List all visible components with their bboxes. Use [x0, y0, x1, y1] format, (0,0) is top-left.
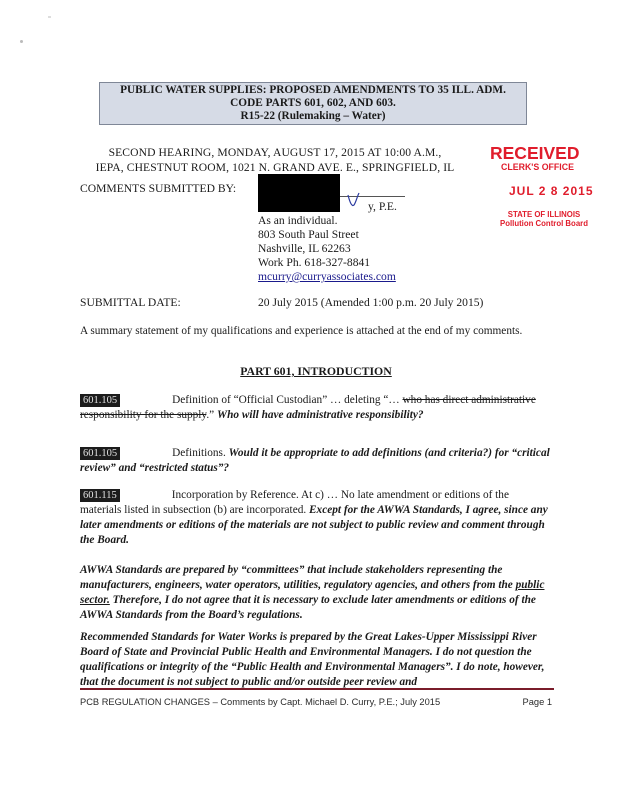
page-number: Page 1 — [522, 697, 552, 707]
hearing-info — [60, 145, 490, 175]
struck-text: who has direct administrative responsibility for the supply — [80, 394, 536, 421]
signer-suffix: y, P.E. — [368, 200, 397, 213]
awwa-text-1: AWWA Standards are prepared by “committees” that include stakeholders representing the manufacturers, engineers, water operators, utilities, regulatory agencies, and others from the — [80, 564, 513, 591]
section-number: 601.105 — [80, 447, 120, 460]
state-stamp-line-2: Pollution Control Board — [500, 219, 588, 228]
clerks-office-stamp: CLERK'S OFFICE — [501, 162, 574, 172]
section-text: Definition of “Official Custodian” … deleting “… — [172, 394, 400, 406]
scan-speck — [20, 40, 23, 43]
stamp-date: JUL 2 8 2015 — [509, 184, 594, 198]
submittal-value: 20 July 2015 (Amended 1:00 p.m. 20 July 2015) — [258, 296, 484, 309]
awwa-text-2: Therefore, I do not agree that it is necessary to exclude later amendments or editions of the AWWA Standards from the Board’s regulations. — [80, 594, 536, 621]
hearing-line-1: SECOND HEARING, MONDAY, AUGUST 17, 2015 AT 10:00 A.M., — [108, 146, 442, 159]
address-city: Nashville, IL 62263 — [258, 242, 351, 255]
title-line-2: CODE PARTS 601, 602, AND 603. — [230, 97, 396, 109]
section-paragraph — [80, 393, 552, 423]
title-line-3: R15-22 (Rulemaking – Water) — [240, 110, 386, 122]
section-text-end: .” — [206, 409, 215, 421]
section-text: Incorporation by Reference. At c) … No late amendment or editions of the materials listed in subsection (b) are incorporated. — [80, 489, 509, 516]
section-text: Definitions. — [172, 447, 226, 459]
section-question: Would it be appropriate to add definitions (and criteria?) for “critical review” and “restricted status”? — [80, 447, 550, 474]
section-question: Who will have administrative responsibility? — [217, 409, 424, 421]
state-stamp — [494, 210, 594, 228]
address-street: 803 South Paul Street — [258, 228, 359, 241]
scan-speck — [48, 16, 51, 18]
awwa-underlined: public sector. — [80, 579, 545, 606]
hearing-line-2: IEPA, CHESTNUT ROOM, 1021 N. GRAND AVE. E., SPRINGFIELD, IL — [95, 161, 455, 174]
submittal-label: SUBMITTAL DATE: — [80, 296, 181, 309]
title-line-1: PUBLIC WATER SUPPLIES: PROPOSED AMENDMENTS TO 35 ILL. ADM. — [120, 84, 506, 96]
redaction-block — [258, 174, 340, 212]
section-number: 601.115 — [80, 489, 120, 502]
work-phone: Work Ph. 618-327-8841 — [258, 256, 371, 269]
footer-rule — [80, 688, 554, 690]
footer — [80, 697, 552, 707]
title-box — [99, 82, 527, 125]
state-stamp-line-1: STATE OF ILLINOIS — [507, 210, 581, 219]
summary-paragraph: A summary statement of my qualifications and experience is attached at the end of my comments. — [80, 325, 523, 337]
email-link[interactable]: mcurry@curryassociates.com — [258, 270, 396, 283]
received-stamp: RECEIVED — [490, 143, 580, 163]
awwa-paragraph — [80, 563, 552, 623]
section-number: 601.105 — [80, 394, 120, 407]
section-paragraph — [80, 488, 552, 548]
part-heading: PART 601, INTRODUCTION — [240, 364, 392, 378]
recommended-paragraph: Recommended Standards for Water Works is prepared by the Great Lakes-Upper Mississippi River Board of State and Provincial Public Health and Environmental Managers. I do not question the qualifications or integrity of the “Public Health and Environmental Managers”. I do note, however, that the document is not subject to public and/or outside peer review and — [80, 631, 545, 688]
comments-by-label: COMMENTS SUBMITTED BY: — [80, 182, 237, 195]
section-paragraph — [80, 446, 552, 476]
section-question: Except for the AWWA Standards, I agree, since any later amendments or editions of the materials are not subject to public review and comment through the Board. — [80, 504, 548, 546]
signer-capacity: As an individual. — [258, 214, 338, 227]
footer-left: PCB REGULATION CHANGES – Comments by Capt. Michael D. Curry, P.E.; July 2015 — [80, 697, 441, 707]
